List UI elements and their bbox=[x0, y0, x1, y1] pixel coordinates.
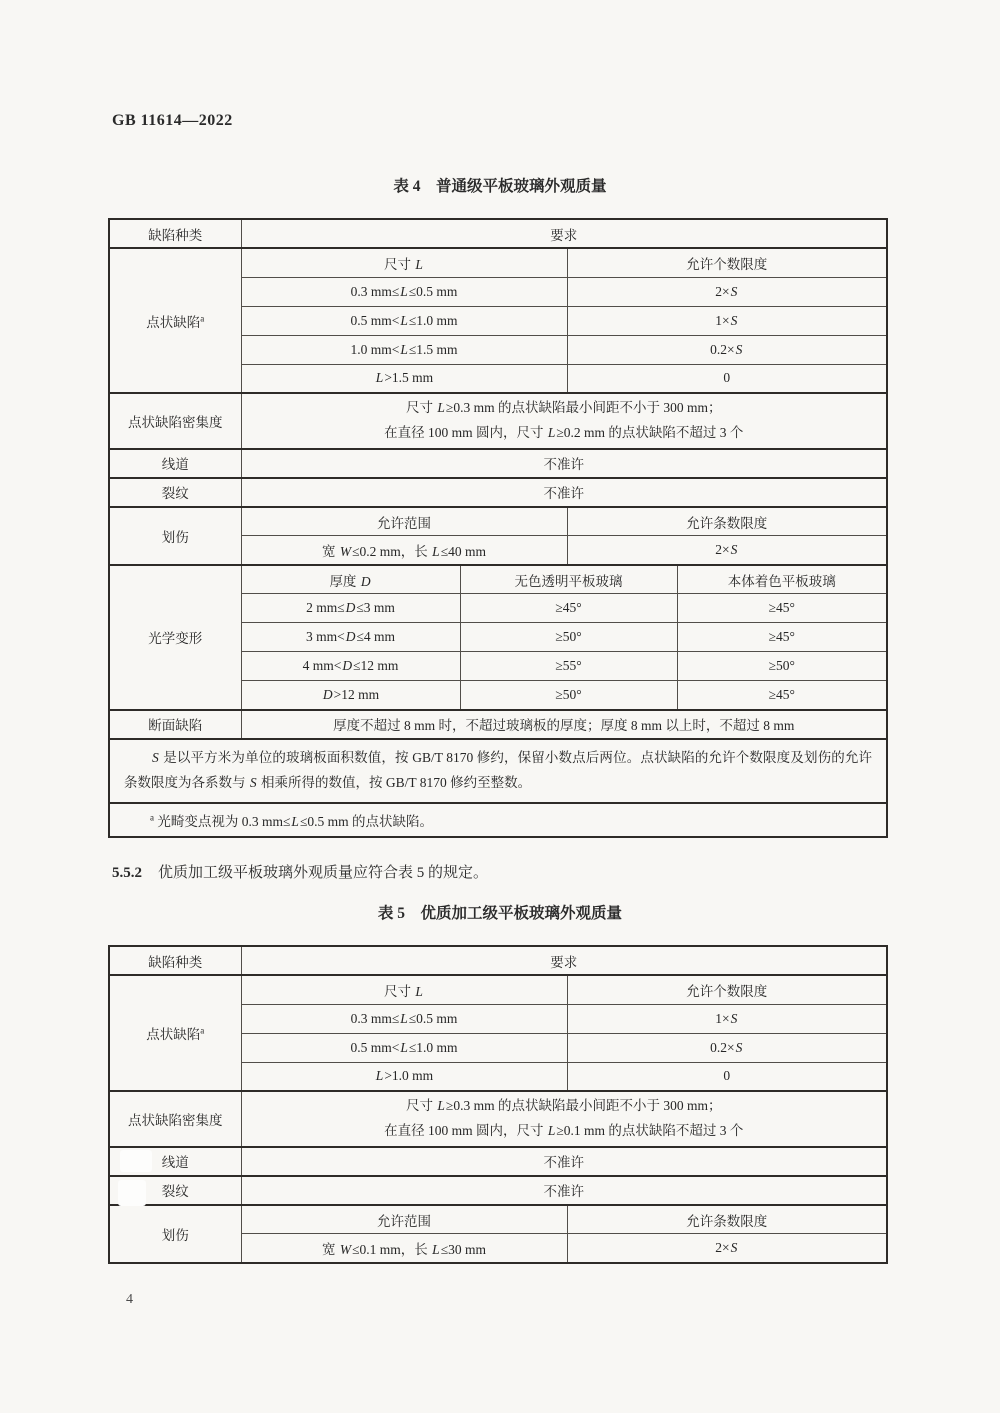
line-defect-label-cell: 线道 bbox=[109, 449, 241, 478]
defect-type-header-cell: 缺陷种类 bbox=[109, 219, 241, 248]
scratch-range-cell: 宽 W≤0.1 mm，长 L≤30 mm bbox=[241, 1234, 567, 1263]
limit-cell: 1×S bbox=[567, 1004, 887, 1033]
point-defect-label-cell: 点状缺陷$^a$ bbox=[109, 248, 241, 393]
footnote-marker: a bbox=[200, 1025, 205, 1036]
edge-defect-row bbox=[109, 710, 887, 739]
density-label-cell: 点状缺陷密集度 bbox=[109, 393, 241, 449]
density-row bbox=[109, 393, 887, 449]
scan-artifact bbox=[118, 1180, 146, 1206]
standard-code: GB 11614—2022 bbox=[112, 112, 233, 129]
footnote-marker: a bbox=[150, 812, 154, 823]
scratch-subheader-row bbox=[109, 507, 887, 536]
edge-defect-label-cell: 断面缺陷 bbox=[109, 710, 241, 739]
scratch-label-cell: 划伤 bbox=[109, 1205, 241, 1263]
section-text: 优质加工级平板玻璃外观质量应符合表 5 的规定。 bbox=[158, 865, 489, 881]
table4-header-row bbox=[109, 219, 887, 248]
scratch-range-header-cell: 允许范围 bbox=[241, 507, 567, 536]
size-cell: 1.0 mm<L≤1.5 mm bbox=[241, 335, 567, 364]
section-number: 5.5.2 bbox=[112, 865, 142, 881]
size-cell: 0.3 mm≤L≤0.5 mm bbox=[241, 277, 567, 306]
clear-value-cell: ≥45° bbox=[460, 594, 677, 623]
size-cell: L>1.5 mm bbox=[241, 364, 567, 393]
tinted-value-cell: ≥45° bbox=[677, 681, 887, 710]
size-header-cell: 尺寸 L bbox=[241, 248, 567, 277]
scratch-range-header-cell: 允许范围 bbox=[241, 1205, 567, 1234]
limit-cell: 2×S bbox=[567, 277, 887, 306]
crack-row bbox=[109, 1176, 887, 1205]
table5-header-row bbox=[109, 946, 887, 975]
limit-cell: 1×S bbox=[567, 306, 887, 335]
scratch-limit-cell: 2×S bbox=[567, 1234, 887, 1263]
count-limit-header-cell: 允许个数限度 bbox=[567, 248, 887, 277]
density-label-cell: 点状缺陷密集度 bbox=[109, 1091, 241, 1147]
defect-type-header-cell: 缺陷种类 bbox=[109, 946, 241, 975]
scratch-count-header-cell: 允许条数限度 bbox=[567, 1205, 887, 1234]
scan-artifact bbox=[120, 1150, 152, 1172]
clear-value-cell: ≥50° bbox=[460, 681, 677, 710]
table5-title: 表 5 优质加工级平板玻璃外观质量 bbox=[377, 905, 623, 922]
crack-row bbox=[109, 478, 887, 507]
thickness-cell: 3 mm<D≤4 mm bbox=[241, 623, 460, 652]
limit-cell: 0 bbox=[567, 1062, 887, 1091]
table5 bbox=[108, 945, 888, 1264]
scratch-range-cell: 宽 W≤0.2 mm，长 L≤40 mm bbox=[241, 536, 567, 565]
section-5-5-2 bbox=[112, 861, 488, 882]
tinted-value-cell: ≥50° bbox=[677, 652, 887, 681]
crack-label-cell: 裂纹 bbox=[109, 478, 241, 507]
edge-defect-value-cell: 厚度不超过 8 mm 时，不超过玻璃板的厚度；厚度 8 mm 以上时，不超过 8 mm bbox=[241, 710, 887, 739]
line-defect-value-cell: 不准许 bbox=[241, 1147, 887, 1176]
crack-value-cell: 不准许 bbox=[241, 478, 887, 507]
count-limit-header-cell: 允许个数限度 bbox=[567, 975, 887, 1004]
optical-subheader-row bbox=[109, 565, 887, 594]
tinted-value-cell: ≥45° bbox=[677, 623, 887, 652]
requirement-header-cell: 要求 bbox=[241, 946, 887, 975]
density-value-cell: 尺寸 L≥0.3 mm 的点状缺陷最小间距不小于 300 mm； 在直径 100 mm 圆内，尺寸 L≥0.1 mm 的点状缺陷不超过 3 个 bbox=[241, 1091, 887, 1147]
scratch-limit-cell: 2×S bbox=[567, 536, 887, 565]
clear-value-cell: ≥55° bbox=[460, 652, 677, 681]
table4 bbox=[108, 218, 888, 838]
optical-label-cell: 光学变形 bbox=[109, 565, 241, 710]
scratch-count-header-cell: 允许条数限度 bbox=[567, 507, 887, 536]
tinted-value-cell: ≥45° bbox=[677, 594, 887, 623]
limit-cell: 0 bbox=[567, 364, 887, 393]
thickness-header-cell: 厚度 D bbox=[241, 565, 460, 594]
table4-title: 表 4 普通级平板玻璃外观质量 bbox=[393, 178, 607, 195]
line-defect-value-cell: 不准许 bbox=[241, 449, 887, 478]
thickness-cell: D>12 mm bbox=[241, 681, 460, 710]
footnote-cell: $^a$ 光畸变点视为 0.3 mm≤L≤0.5 mm 的点状缺陷。 bbox=[109, 803, 887, 837]
point-defect-subheader-row bbox=[109, 248, 887, 277]
footnote-marker: a bbox=[200, 313, 205, 323]
scratch-label-cell: 划伤 bbox=[109, 507, 241, 565]
thickness-cell: 4 mm<D≤12 mm bbox=[241, 652, 460, 681]
size-cell: 0.3 mm≤L≤0.5 mm bbox=[241, 1004, 567, 1033]
scratch-subheader-row bbox=[109, 1205, 887, 1234]
point-defect-label-cell: 点状缺陷$^a$ bbox=[109, 975, 241, 1091]
tinted-glass-header-cell: 本体着色平板玻璃 bbox=[677, 565, 887, 594]
limit-cell: 0.2×S bbox=[567, 335, 887, 364]
crack-value-cell: 不准许 bbox=[241, 1176, 887, 1205]
clear-glass-header-cell: 无色透明平板玻璃 bbox=[460, 565, 677, 594]
line-defect-label-cell: 线道 bbox=[109, 1147, 241, 1176]
s-note-row bbox=[109, 739, 887, 803]
size-header-cell: 尺寸 L bbox=[241, 975, 567, 1004]
limit-cell: 0.2×S bbox=[567, 1033, 887, 1062]
line-defect-row bbox=[109, 1147, 887, 1176]
s-note-cell: S 是以平方米为单位的玻璃板面积数值，按 GB/T 8170 修约，保留小数点后两位。点状缺陷的允许个数限度及划伤的允许条数限度为各系数与 S 相乘所得的数值，按 GB/T 8170 修约至整数。 bbox=[109, 739, 887, 803]
size-cell: 0.5 mm<L≤1.0 mm bbox=[241, 1033, 567, 1062]
footnote-row bbox=[109, 803, 887, 837]
crack-label-cell: 裂纹 bbox=[109, 1176, 241, 1205]
page-number: 4 bbox=[126, 1292, 133, 1307]
density-value-cell: 尺寸 L≥0.3 mm 的点状缺陷最小间距不小于 300 mm； 在直径 100 mm 圆内，尺寸 L≥0.2 mm 的点状缺陷不超过 3 个 bbox=[241, 393, 887, 449]
size-cell: 0.5 mm<L≤1.0 mm bbox=[241, 306, 567, 335]
line-defect-row bbox=[109, 449, 887, 478]
size-cell: L>1.0 mm bbox=[241, 1062, 567, 1091]
point-defect-subheader-row bbox=[109, 975, 887, 1004]
thickness-cell: 2 mm≤D≤3 mm bbox=[241, 594, 460, 623]
requirement-header-cell: 要求 bbox=[241, 219, 887, 248]
density-row bbox=[109, 1091, 887, 1147]
clear-value-cell: ≥50° bbox=[460, 623, 677, 652]
